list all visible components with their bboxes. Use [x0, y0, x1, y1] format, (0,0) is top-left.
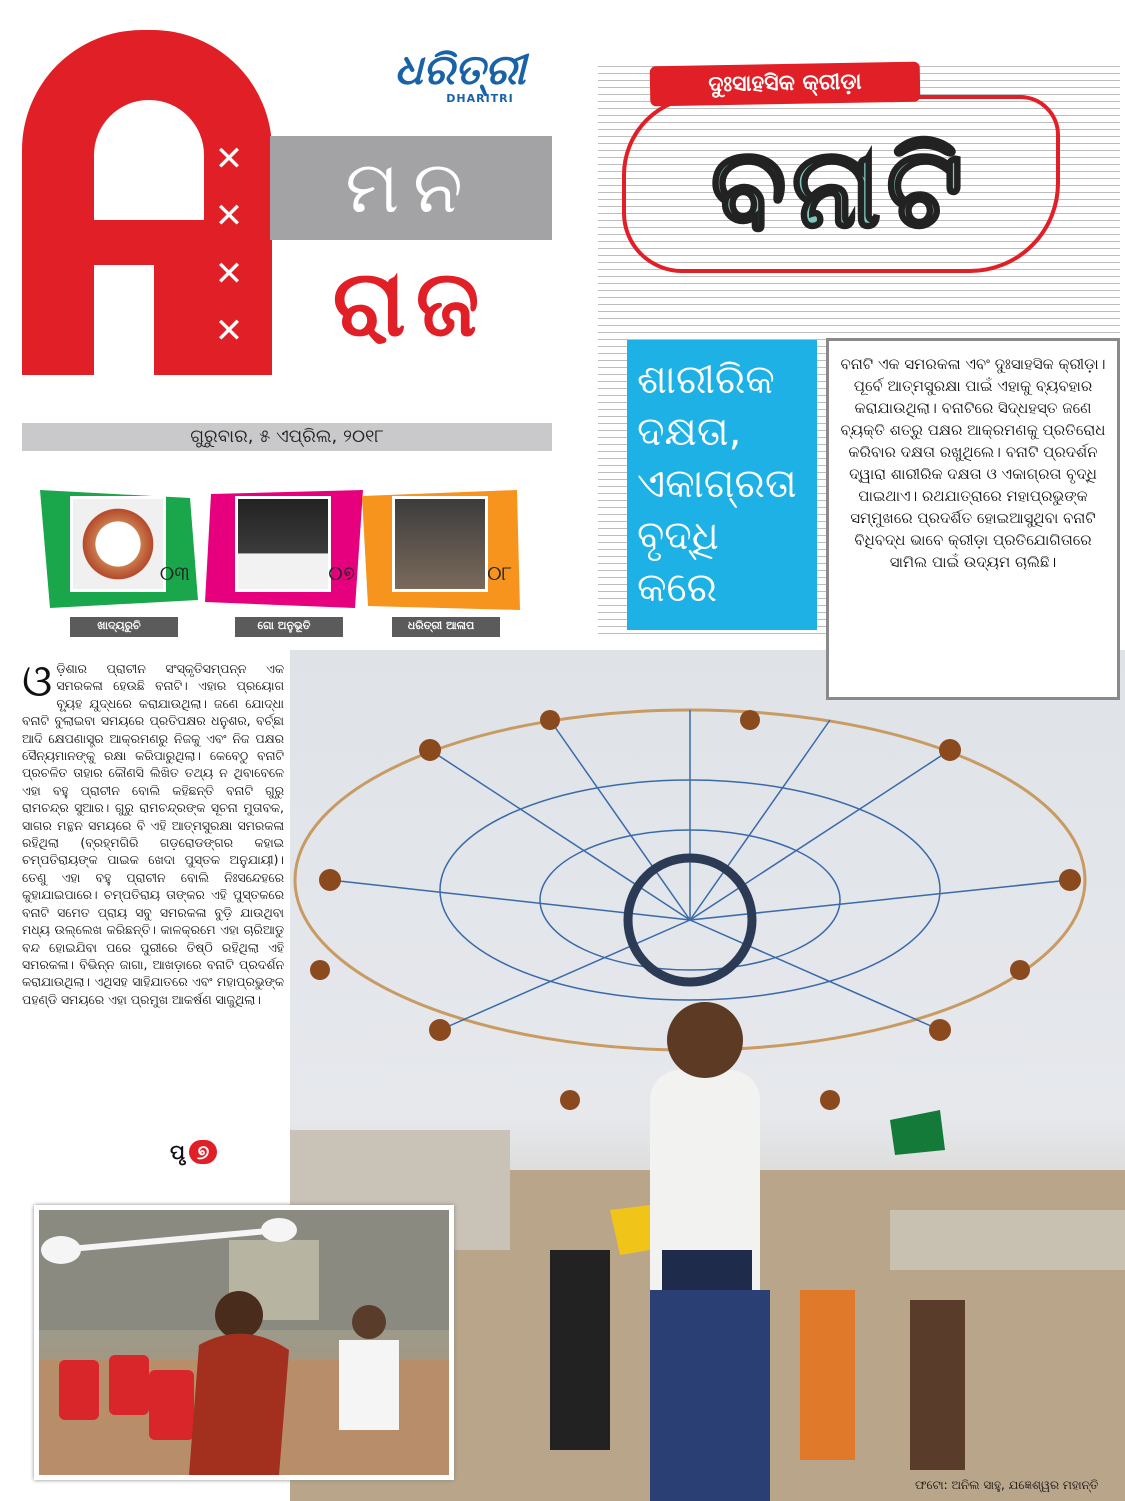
masthead-x-marks [200, 130, 258, 360]
continued-marker[interactable] [170, 1140, 217, 1164]
continued-prefix: ପୃ [170, 1140, 185, 1164]
logo-letter-cutout [94, 100, 204, 220]
issue-date: ଗୁରୁବାର, ୫ ଏପ୍ରିଲ, ୨୦୧୮ [22, 423, 552, 451]
continued-page: ୭ [189, 1140, 217, 1164]
masthead-raja: ରାଜ [332, 249, 490, 357]
drop-cap: ଓ [22, 656, 53, 707]
page-number: ୦୩ [159, 561, 190, 585]
inset-photo-performer [34, 1205, 454, 1480]
article-body [22, 656, 284, 1008]
blue-headline-box: ଶାରୀରିକ ଦକ୍ଷତା, ଏକାଗ୍ରତା ବୃଦ୍ଧି କରେ [627, 340, 817, 630]
inset-photo-illustration [39, 1210, 449, 1475]
x-mark: ✕ [214, 253, 244, 294]
brand-name-english: DHARITRI [446, 92, 514, 105]
x-mark: ✕ [214, 196, 244, 237]
feature-title: ବନାଟି [711, 124, 969, 252]
intro-box: ବନାଟି ଏକ ସମରକଳା ଏବଂ ଦୁଃସାହସିକ କ୍ରୀଡ଼ା। ପୂର୍ବେ ଆତ୍ମସୁରକ୍ଷା ପାଇଁ ଏହାକୁ ବ୍ୟବହାର କରାଯାଉଥିଲା। ବନାଟିରେ ସିଦ୍ଧହସ୍ତ ଜଣେ ବ୍ୟକ୍ତି ଶତ୍ରୁ ପକ୍ଷର ଆକ୍ରମଣକୁ ପ୍ରତିରୋଧ କରିବାର ଦକ୍ଷତା ରଖୁଥିଲେ। ବନାଟି ପ୍ରଦର୍ଶନ ଦ୍ୱାରା ଶାରୀରିକ ଦକ୍ଷତା ଓ ଏକାଗ୍ରତା ବୃଦ୍ଧି ପାଇଥାଏ। ରଥଯାତ୍ରାରେ ମହାପ୍ରଭୁଙ୍କ ସମ୍ମୁଖରେ ପ୍ରଦର୍ଶିତ ହୋଇଆସୁଥିବା ବନାଟି ବିଧିବଦ୍ଧ ଭାବେ କ୍ରୀଡ଼ା ପ୍ରତିଯୋଗିତାରେ ସାମିଲ ପାଇଁ ଉଦ୍ୟମ ଚାଲିଛି। [826, 338, 1120, 700]
brand-name-odia: ଧରିତ୍ରୀ [394, 45, 526, 94]
feature-tag: ଦୁଃସାହସିକ କ୍ରୀଡ଼ା [650, 62, 921, 107]
article-text: ଡ଼ିଶାର ପ୍ରାଚୀନ ସଂସ୍କୃତିସମ୍ପନ୍ନ ଏକ ସମରକଳା ହେଉଛି ବନାଟି। ଏହାର ପ୍ରୟୋଗ ବ୍ୟୂହ ଯୁଦ୍ଧରେ କରାଯାଉଥିଲା। ଜଣେ ଯୋଦ୍ଧା ବନାଟି ବୁଲାଇବା ସମୟରେ ପ୍ରତିପକ୍ଷର ଧନୁଶର, ବର୍ଚ୍ଛା ଆଦି କ୍ଷେପଣାସ୍ତ୍ର ଆକ୍ରମଣରୁ ନିଜକୁ ଏବଂ ନିଜ ପକ୍ଷର ସୈନ୍ୟମାନଙ୍କୁ ରକ୍ଷା କରିପାରୁଥିଲା। କେବେଠୁ ବନାଟି ପ୍ରଚଳିତ ତାହାର କୌଣସି ଲିଖିତ ତଥ୍ୟ ନ ଥିବାବେଳେ ଏହା ବହୁ ପ୍ରାଚୀନ ବୋଲି କହିଛନ୍ତି ବନାଟି ଗୁରୁ ରାମଚନ୍ଦ୍ର ସୁଆର। ଗୁରୁ ରାମଚନ୍ଦ୍ରଙ୍କ ସୂଚନା ମୁତାବକ, ସାଗର ମନ୍ଥନ ସମୟରେ ବି ଏହି ଆତ୍ମସୁରକ୍ଷା ସମରକଳା ରହିଥିଲା (ବ୍ରହ୍ମଗିରି ଗଡ଼ରୋଡଙ୍ଗର କହାଇ ଚମ୍ପତିରାୟଙ୍କ ପାଇକ ଖେଦା ପୁସ୍ତକ ଅନୁଯାୟୀ)। ତେଣୁ ଏହା ବହୁ ପ୍ରାଚୀନ ବୋଲି ନିଃସନ୍ଦେହରେ କୁହାଯାଇପାରେ। ଚମ୍ପତିରାୟ ତାଙ୍କର ଏହି ପୁସ୍ତକରେ ବନାଟି ସମେତ ପ୍ରାୟ ସବୁ ସମରକଳା ବୁଡ଼ି ଯାଉଥିବା ମଧ୍ୟ ଉଲ୍ଲେଖ କରିଛନ୍ତି। କାଳକ୍ରମେ ଏହା ଚାରିଆଡୁ ବନ୍ଦ ହୋଇଯିବା ପରେ ପୁରୀରେ ତିଷ୍ଠି ରହିଥିଲା ଏହି ସମରକଳା। ବିଭିନ୍ନ ଜାଗା, ଆଖଡ଼ାରେ ବନାଟି ପ୍ରଦର୍ଶନ କରାଯାଉଥିଲା। ଏଥିସହ ସାହିଯାତରେ ଏବଂ ମହାପ୍ରଭୁଙ୍କ ପହଣ୍ଡି ସମୟରେ ଏହା ପ୍ରମୁଖ ଆକର୍ଷଣ ସାଜୁଥିଲା। [22, 661, 284, 1007]
section-thumb-interview[interactable] [362, 490, 520, 632]
thumb-caption: ଧରିତ୍ରୀ ଆଳାପ [407, 619, 475, 632]
performer-photo [235, 496, 331, 592]
thumb-caption: ଖାଦ୍ୟରୁଚି [97, 619, 141, 632]
logo-letter-cutout-lower [94, 265, 154, 375]
page-number: ୦୮ [487, 561, 512, 585]
x-mark: ✕ [214, 311, 244, 352]
photo-credit: ଫଟୋ: ଅନିଲ ସାହୁ, ଯଜ୍ଞେଶ୍ୱର ମହାନ୍ତି [915, 1478, 1099, 1492]
x-mark: ✕ [214, 138, 244, 179]
thumb-caption: ଗୋ ଅନୁଭୂତି [257, 619, 311, 632]
masthead-mana: ମନ [270, 136, 552, 240]
section-thumb-experience[interactable] [205, 490, 363, 632]
page-number: ୦୭ [328, 561, 355, 585]
brand-logo [370, 45, 550, 105]
section-thumb-food[interactable] [40, 490, 198, 632]
portrait-photo [392, 496, 488, 592]
food-photo [70, 496, 166, 592]
